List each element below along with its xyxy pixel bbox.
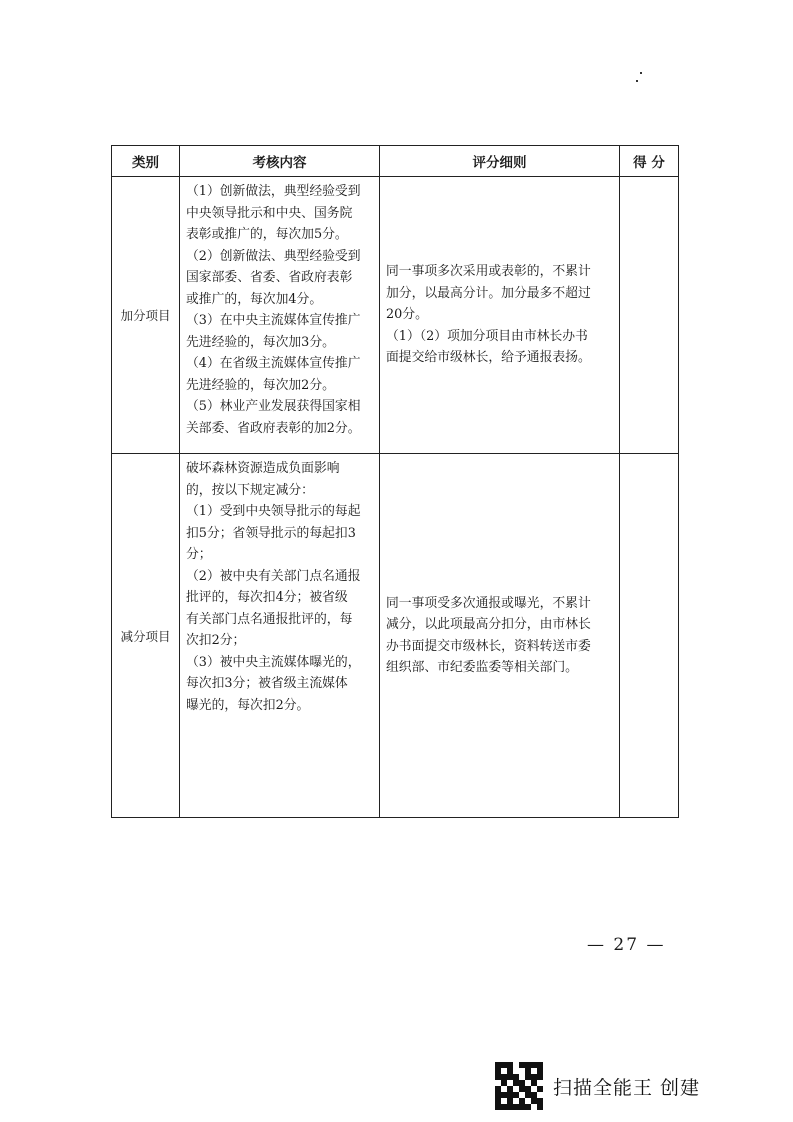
content-line: （1）创新做法，典型经验受到 [186, 184, 361, 199]
header-scoring: 评分细则 [380, 146, 620, 177]
scoring-line: 同一事项受多次通报或曝光，不累计 [386, 595, 591, 611]
category-cell: 加分项目 [112, 177, 180, 454]
content-line: （4）在省级主流媒体宣传推广 [186, 356, 361, 371]
content-line: （1）受到中央领导批示的每起 [186, 504, 361, 519]
table-header-row [112, 146, 679, 177]
scoring-line: 同一事项多次采用或表彰的，不累计 [386, 264, 591, 280]
content-line: 次扣2分； [186, 633, 246, 648]
content-cell [180, 177, 380, 454]
content-line: （2）创新做法、典型经验受到 [186, 248, 361, 264]
table-row-bonus [112, 177, 679, 454]
content-line: 扣5分；省领导批示的每起扣3 [186, 525, 356, 541]
content-line: （5）林业产业发展获得国家相 [186, 399, 361, 414]
content-cell [180, 454, 380, 818]
content-line: 每次扣3分；被省级主流媒体 [186, 676, 348, 691]
scoring-line: 组织部、市纪委监委等相关部门。 [386, 660, 578, 675]
content-line: 的，按以下规定减分： [186, 482, 314, 498]
scan-speck [636, 80, 638, 82]
content-line: （3）被中央主流媒体曝光的， [186, 654, 361, 670]
page-number: — 27 — [587, 935, 666, 955]
content-line: 曝光的，每次扣2分。 [186, 697, 310, 713]
content-line: 分； [186, 547, 212, 562]
scoring-line: 办书面提交市级林长，资料转送市委 [386, 638, 591, 654]
scanner-watermark [495, 1062, 700, 1110]
scoring-line: 20分。 [386, 307, 428, 323]
content-line: （3）在中央主流媒体宣传推广 [186, 313, 361, 328]
content-line: 先进经验的，每次加3分。 [186, 334, 335, 350]
scoring-line: 面提交给市级林长，给予通报表扬。 [386, 350, 591, 366]
category-cell: 减分项目 [112, 454, 180, 818]
scoring-line: （1）（2）项加分项目由市林长办书 [386, 328, 588, 344]
header-category: 类别 [112, 146, 180, 177]
content-line: 破坏森林资源造成负面影响 [186, 461, 340, 476]
scoring-line: 减分，以此项最高分扣分，由市林长 [386, 617, 591, 632]
content-line: 中央领导批示和中央、国务院 [186, 205, 353, 221]
content-line: （2）被中央有关部门点名通报 [186, 568, 361, 584]
content-line: 先进经验的，每次加2分。 [186, 377, 335, 393]
scoring-cell [380, 454, 620, 818]
scan-speck [640, 72, 642, 74]
content-line: 有关部门点名通报批评的，每 [186, 611, 353, 627]
scanner-text: 扫描全能王 创建 [553, 1076, 701, 1099]
header-content: 考核内容 [180, 146, 380, 177]
content-line: 国家部委、省委、省政府表彰 [186, 270, 353, 285]
header-score: 得 分 [620, 146, 679, 177]
content-line: 批评的，每次扣4分；被省级 [186, 590, 348, 605]
content-line: 或推广的，每次加4分。 [186, 291, 323, 307]
scoring-line: 加分，以最高分计。加分最多不超过 [386, 285, 591, 301]
content-line: 关部委、省政府表彰的加2分。 [186, 420, 361, 436]
score-cell [620, 177, 679, 454]
qr-code-icon [495, 1062, 543, 1110]
score-cell [620, 454, 679, 818]
scoring-cell [380, 177, 620, 454]
assessment-table [111, 145, 679, 818]
content-line: 表彰或推广的，每次加5分。 [186, 227, 348, 242]
table-row-deduction [112, 454, 679, 818]
